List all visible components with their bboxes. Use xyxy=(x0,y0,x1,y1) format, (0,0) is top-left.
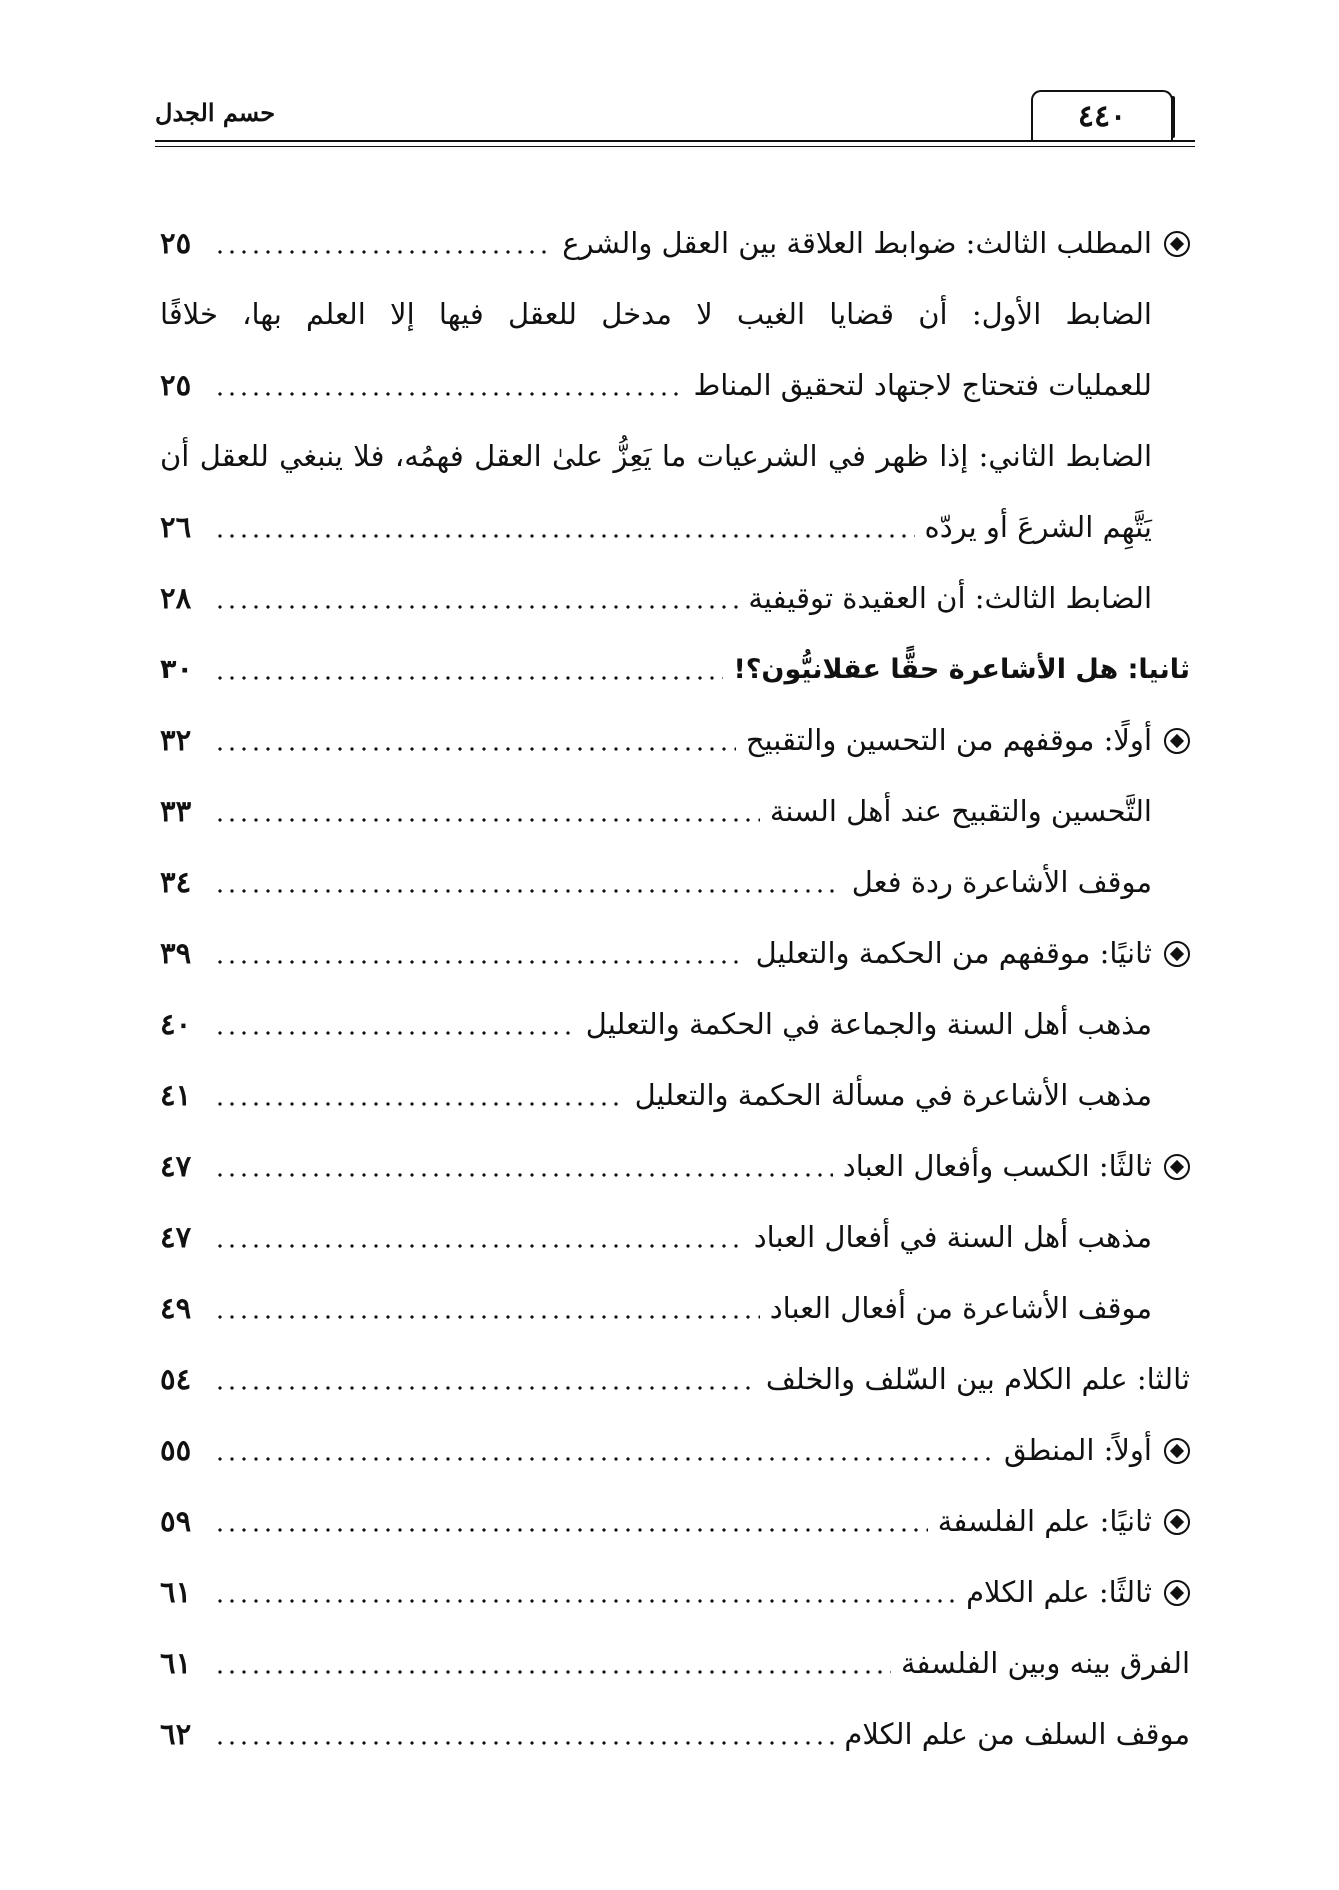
header-rule-thin xyxy=(155,146,1195,147)
toc-entry-title: أولاً: المنطق xyxy=(1004,1433,1152,1467)
toc-entry-title: الفرق بينه وبين الفلسفة xyxy=(901,1646,1190,1680)
toc-page-number: ٥٥ xyxy=(160,1433,192,1467)
dot-leader xyxy=(214,1599,956,1603)
toc-entry xyxy=(160,1486,1190,1557)
page-number-decoration xyxy=(1171,96,1175,138)
toc-entry-title: الضابط الثالث: أن العقيدة توقيفية xyxy=(748,581,1152,615)
dot-leader xyxy=(214,250,552,254)
page-header xyxy=(155,88,1195,158)
toc-entry-title: مذهب أهل السنة والجماعة في الحكمة والتعليل xyxy=(585,1007,1152,1041)
toc-entry xyxy=(160,1557,1190,1628)
toc-entry-title: الضابط الثاني: إذا ظهر في الشرعيات ما يَعِزُّ علىٰ العقل فهمُه، فلا ينبغي للعقل أن xyxy=(160,439,1152,473)
dot-leader xyxy=(214,676,723,680)
toc-entry-title: ثالثًا: الكسب وأفعال العباد xyxy=(842,1149,1152,1183)
toc-page-number: ٢٥ xyxy=(160,226,192,260)
toc-entry xyxy=(160,492,1190,563)
toc-entry xyxy=(160,1131,1190,1202)
toc-entry xyxy=(160,1202,1190,1273)
toc-entry-title: ثانيًا: موقفهم من الحكمة والتعليل xyxy=(755,936,1152,970)
toc-page-number: ٥٩ xyxy=(160,1504,192,1538)
dot-leader xyxy=(214,1528,928,1532)
toc-entry-title: ثالثًا: علم الكلام xyxy=(966,1575,1152,1609)
dot-leader xyxy=(214,1741,834,1745)
toc-entry-title: موقف السلف من علم الكلام xyxy=(844,1717,1190,1751)
dot-leader xyxy=(214,1315,760,1319)
dot-leader xyxy=(214,818,760,822)
toc-entry-title: ثانيا: هل الأشاعرة حقًّا عقلانيُّون؟! xyxy=(733,654,1190,685)
diamond-bullet-icon xyxy=(1164,1580,1190,1606)
diamond-bullet-icon xyxy=(1164,1438,1190,1464)
toc-page-number: ٣٠ xyxy=(160,654,193,685)
toc-entry xyxy=(160,989,1190,1060)
running-title: حسم الجدل xyxy=(155,98,276,127)
diamond-bullet-icon xyxy=(1164,728,1190,754)
toc-page-number: ٢٦ xyxy=(160,510,192,544)
header-rule xyxy=(155,140,1195,142)
toc-entry-title: أولًا: موقفهم من التحسين والتقبيح xyxy=(745,723,1152,757)
toc-page-number: ٦١ xyxy=(160,1575,192,1609)
toc-entry-title: الضابط الأول: أن قضايا الغيب لا مدخل للعقل فيها إلا العلم بها، خلافًا xyxy=(160,297,1152,331)
dot-leader xyxy=(214,1386,756,1390)
toc-entry-title: التَّحسين والتقبيح عند أهل السنة xyxy=(769,794,1152,828)
toc-entry-title: المطلب الثالث: ضوابط العلاقة بين العقل والشرع xyxy=(562,226,1152,260)
dot-leader xyxy=(214,960,746,964)
diamond-bullet-icon xyxy=(1164,231,1190,257)
toc-page-number: ٤٠ xyxy=(160,1007,192,1041)
diamond-bullet-icon xyxy=(1164,1154,1190,1180)
dot-leader xyxy=(214,1244,744,1248)
toc-entry xyxy=(160,1415,1190,1486)
toc-page-number: ٤٩ xyxy=(160,1291,192,1325)
toc-entry xyxy=(160,705,1190,776)
toc-entry-title: مذهب أهل السنة في أفعال العباد xyxy=(753,1220,1152,1254)
dot-leader xyxy=(214,747,736,751)
toc-entry xyxy=(160,1628,1190,1699)
toc-page-number: ٤٧ xyxy=(160,1220,192,1254)
toc-entry xyxy=(160,1273,1190,1344)
dot-leader xyxy=(214,605,738,609)
toc-page-number: ٣٩ xyxy=(160,936,192,970)
dot-leader xyxy=(214,392,683,396)
toc-entry xyxy=(160,1060,1190,1131)
toc-page-number: ٤٧ xyxy=(160,1149,192,1183)
page-number-box xyxy=(1031,90,1173,140)
toc-page-number: ٦٢ xyxy=(160,1717,192,1751)
diamond-bullet-icon xyxy=(1164,1509,1190,1535)
dot-leader xyxy=(214,1031,576,1035)
dot-leader xyxy=(214,1173,833,1177)
toc-entry xyxy=(160,776,1190,847)
toc-entry xyxy=(160,421,1190,492)
toc-entry-title: يَتَّهِم الشرعَ أو يردّه xyxy=(924,510,1152,544)
toc-entry xyxy=(160,350,1190,421)
toc-entry-title: موقف الأشاعرة ردة فعل xyxy=(851,865,1152,899)
dot-leader xyxy=(214,1102,625,1106)
toc-page-number: ٣٤ xyxy=(160,865,192,899)
toc-page-number: ٣٢ xyxy=(160,723,192,757)
toc-entry xyxy=(160,279,1190,350)
toc-page-number: ٢٨ xyxy=(160,581,192,615)
diamond-bullet-icon xyxy=(1164,941,1190,967)
table-of-contents xyxy=(160,208,1190,1770)
toc-entry xyxy=(160,1699,1190,1770)
dot-leader xyxy=(214,1457,994,1461)
toc-entry xyxy=(160,634,1190,705)
toc-entry-title: ثالثا: علم الكلام بين السّلف والخلف xyxy=(765,1362,1190,1396)
dot-leader xyxy=(214,1670,891,1674)
page-number: ٤٤٠ xyxy=(1077,98,1127,134)
toc-entry-title: مذهب الأشاعرة في مسألة الحكمة والتعليل xyxy=(634,1078,1152,1112)
toc-entry-title: ثانيًا: علم الفلسفة xyxy=(937,1504,1152,1538)
toc-entry-title: للعمليات فتحتاج لاجتهاد لتحقيق المناط xyxy=(693,368,1152,402)
toc-entry xyxy=(160,563,1190,634)
dot-leader xyxy=(214,889,842,893)
toc-entry-title: موقف الأشاعرة من أفعال العباد xyxy=(769,1291,1152,1325)
toc-page-number: ٤١ xyxy=(160,1078,192,1112)
toc-page-number: ٢٥ xyxy=(160,368,192,402)
toc-entry xyxy=(160,208,1190,279)
toc-entry xyxy=(160,918,1190,989)
toc-entry xyxy=(160,1344,1190,1415)
toc-entry xyxy=(160,847,1190,918)
toc-page-number: ٦١ xyxy=(160,1646,192,1680)
dot-leader xyxy=(214,534,915,538)
toc-page-number: ٥٤ xyxy=(160,1362,192,1396)
toc-page-number: ٣٣ xyxy=(160,794,192,828)
